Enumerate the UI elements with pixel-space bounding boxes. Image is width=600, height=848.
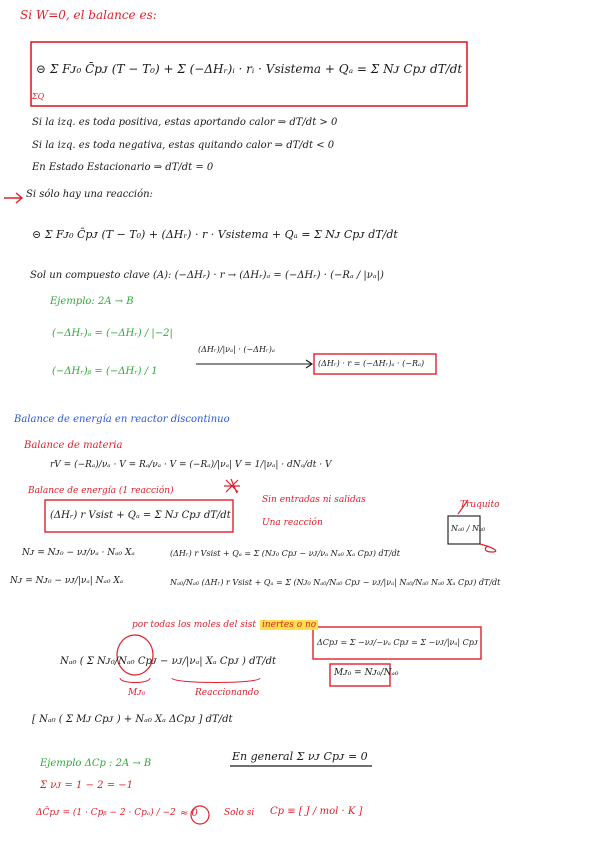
red-arrow-icon: [4, 193, 22, 203]
note-positive: Si la izq. es toda positiva, estas aportando calor ⇒ dT/dt > 0: [32, 117, 338, 128]
example2-units: Cp ≡ [ J / mol · K ]: [270, 806, 363, 817]
nj-equation-1: Nᴊ = Nᴊ₀ − νᴊ/νₐ · Nₐ₀ Xₐ: [22, 548, 135, 558]
example1-line1: (−ΔHᵣ)ₐ = (−ΔHᵣ) / |−2|: [52, 328, 173, 339]
star-icon: [224, 479, 240, 493]
note-no-inputs: Sin entradas ni salidas: [262, 495, 366, 505]
trick-box: Nₐ₀ / Nₐ₀: [451, 524, 486, 533]
example1-line2: (−ΔHᵣ)ᵦ = (−ΔHᵣ) / 1: [52, 366, 158, 377]
example1-result: (ΔHᵣ) · r = (−ΔHᵣ)ₐ · (−Rₐ): [318, 359, 425, 368]
example2-approx: ≈ 0: [180, 808, 198, 819]
energy-balance-title: Balance de energía (1 reacción): [28, 486, 174, 496]
label-mj: Mᴊ₀: [128, 688, 146, 698]
nj-equation-2: Nᴊ = Nᴊ₀ − νᴊ/|νₐ| Nₐ₀ Xₐ: [10, 576, 124, 586]
example2-sum-nu: Σ νᴊ = 1 − 2 = −1: [40, 780, 133, 791]
highlight-circle: [117, 635, 153, 675]
main-equation-marker: ΣQ: [32, 92, 45, 101]
main-equation: ⊝ Σ Fᴊ₀ C̄pᴊ (T − T₀) + Σ (−ΔHᵣ)ᵢ · rᵢ · Vsistema + Qₐ = Σ Nᴊ Cpᴊ dT/dt: [36, 62, 463, 76]
delta-cp-equation: ΔCpᴊ = Σ −νᴊ/−νₐ Cpᴊ = Σ −νᴊ/|νₐ| Cpᴊ: [317, 638, 478, 647]
final-equation: [ Nₐ₀ ( Σ Mᴊ Cpᴊ ) + Nₐ₀ Xₐ ΔCpᴊ ] dT/dt: [32, 714, 233, 725]
mj-definition: Mᴊ₀ = Nᴊ₀/Nₐ₀: [334, 668, 399, 678]
underbrace-mj: [120, 678, 150, 683]
energy-balance-equation: (ΔHᵣ) r Vsist + Qₐ = Σ Nᴊ Cpᴊ dT/dt: [50, 510, 231, 521]
example2-title: Ejemplo ΔCp : 2A → B: [40, 758, 152, 769]
energy-expanded-equation-1: (ΔHᵣ) r Vsist + Qₐ = Σ (Nᴊ₀ Cpᴊ − νᴊ/νₐ Nₐ₀ Xₐ Cpᴊ) dT/dt: [170, 549, 400, 558]
divide-note: por todas los moles del sist: [132, 620, 256, 630]
example2-delta-cp: ΔC̄pᴊ = (1 · Cpᵦ − 2 · Cpₐ) / −2: [36, 808, 176, 818]
note-negative: Si la izq. es toda negativa, estas quitando calor ⇒ dT/dt < 0: [32, 140, 335, 151]
example2-only-if: Solo si: [224, 808, 255, 818]
example1-title: Ejemplo: 2A → B: [50, 296, 134, 307]
key-compound-equation: Sol un compuesto clave (A): (−ΔHᵣ) · r → (ΔHᵣ)ₐ = (−ΔHᵣ) · (−Rₐ / |νₐ|): [30, 270, 384, 281]
energy-expanded-equation-2: Nₐ₀/Nₐ₀ (ΔHᵣ) r Vsist + Qₐ = Σ (Nᴊ₀ Nₐ₀/Nₐ₀ Cpᴊ − νᴊ/|νₐ| Nₐ₀/Nₐ₀ Nₐ₀ Xₐ Cpᴊ) dT/dt: [170, 578, 501, 587]
mass-balance-title: Balance de materia: [24, 440, 123, 451]
general-rule: En general Σ νᴊ Cpᴊ = 0: [232, 750, 368, 763]
single-reaction-title: Si sólo hay una reacción:: [26, 189, 153, 200]
note-one-reaction: Una reacción: [262, 518, 323, 528]
inert-note: inertes o no: [262, 620, 317, 630]
note-steady: En Estado Estacionario ⇒ dT/dt = 0: [32, 162, 214, 173]
single-reaction-equation: ⊝ Σ Fᴊ₀ C̄pᴊ (T − T₀) + (ΔHᵣ) · r · Vsistema + Qₐ = Σ Nᴊ Cpᴊ dT/dt: [32, 228, 398, 241]
nao-equation: Nₐ₀ ( Σ Nᴊ₀/Nₐ₀ Cpᴊ − νᴊ/|νₐ| Xₐ Cpᴊ ) dT/dt: [60, 656, 276, 667]
intro-text: Si W=0, el balance es:: [20, 8, 157, 22]
arrow-right-icon: [196, 360, 312, 368]
mass-balance-equation: rV = (−Rₐ)/νₐ · V = Rₐ/νₐ · V = (−Rₐ)/|νₐ| V = 1/|νₐ| · dNₐ/dt · V: [50, 460, 332, 470]
batch-reactor-title: Balance de energía en reactor discontinuo: [14, 414, 230, 425]
underbrace-react: [172, 678, 260, 683]
label-reacting: Reaccionando: [195, 688, 259, 698]
note-trick: Truquito: [460, 500, 500, 510]
example1-arrow-label: (ΔHᵣ)/|νₐ| · (−ΔHᵣ)ₐ: [198, 345, 275, 354]
